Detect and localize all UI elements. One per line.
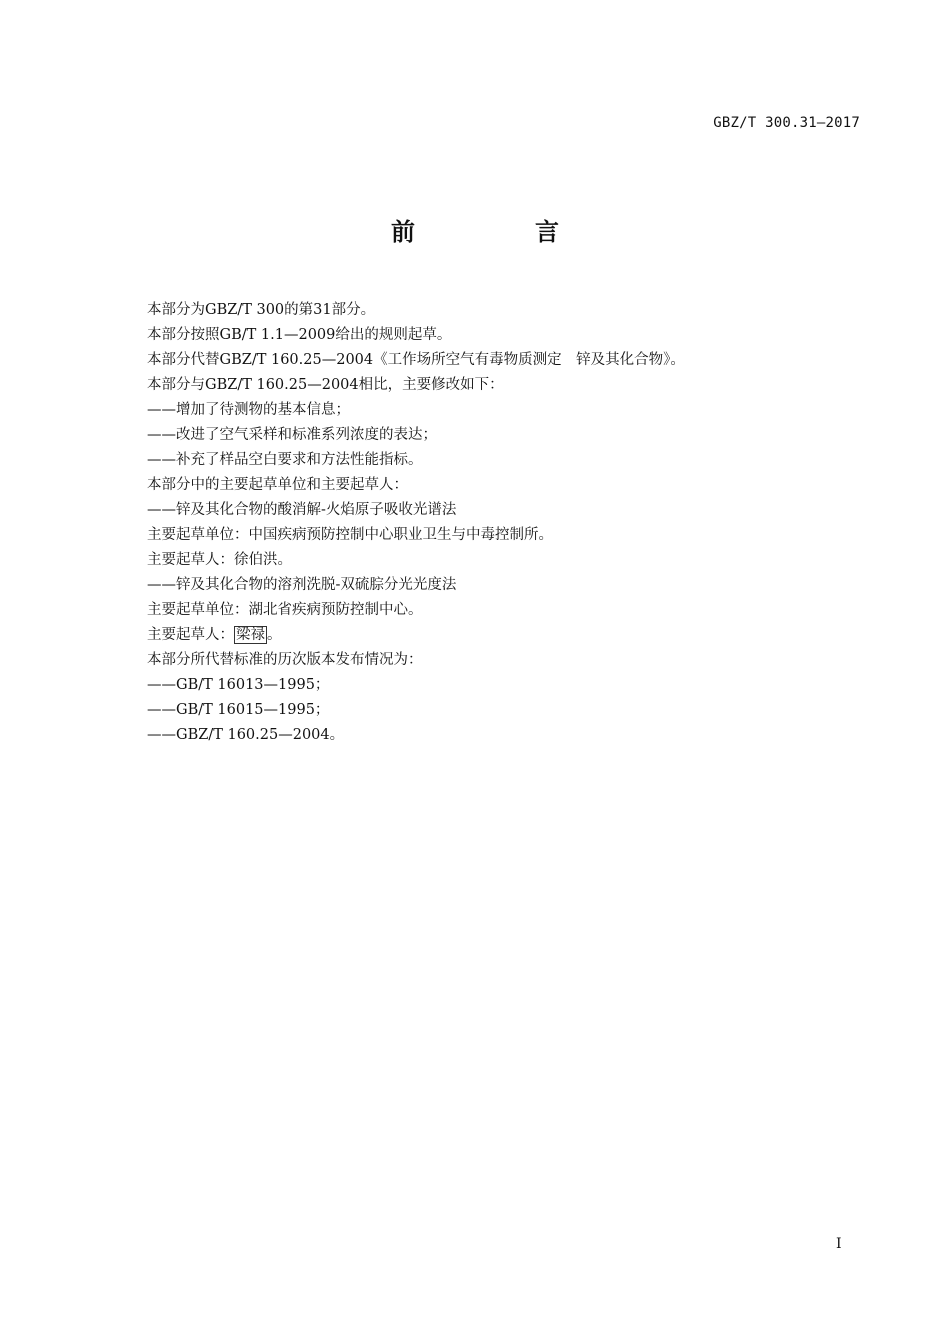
drafter-prefix: 主要起草人： bbox=[147, 627, 234, 643]
paragraph-line: 本部分与GBZ/T 160.25—2004相比，主要修改如下： bbox=[147, 377, 504, 393]
paragraph-line: 本部分代替GBZ/T 160.25—2004《工作场所空气有毒物质测定 锌及其化合物》。 bbox=[147, 352, 685, 368]
list-item: ——增加了待测物的基本信息； bbox=[147, 402, 350, 418]
list-item: ——补充了样品空白要求和方法性能指标。 bbox=[147, 452, 423, 468]
method-heading: ——锌及其化合物的溶剂洗脱-双硫腙分光光度法 bbox=[147, 577, 457, 593]
paragraph-line: 本部分按照GB/T 1.1—2009给出的规则起草。 bbox=[147, 327, 452, 343]
paragraph-line: 本部分中的主要起草单位和主要起草人： bbox=[147, 477, 408, 493]
paragraph-line: 本部分所代替标准的历次版本发布情况为： bbox=[147, 652, 423, 668]
list-item: ——GB/T 16013—1995； bbox=[147, 677, 330, 693]
drafter-name: 梁禄 bbox=[236, 627, 265, 643]
document-code: GBZ/T 300.31—2017 bbox=[713, 115, 860, 131]
page-number: I bbox=[836, 1236, 842, 1252]
drafter-suffix: 。 bbox=[267, 627, 282, 643]
foreword-body bbox=[147, 298, 867, 748]
paragraph-line: 主要起草人：徐伯洪。 bbox=[147, 552, 292, 568]
paragraph-line: 本部分为GBZ/T 300的第31部分。 bbox=[147, 302, 376, 318]
paragraph-line: 主要起草单位：中国疾病预防控制中心职业卫生与中毒控制所。 bbox=[147, 527, 553, 543]
list-item: ——GBZ/T 160.25—2004。 bbox=[147, 727, 345, 743]
list-item: ——GB/T 16015—1995； bbox=[147, 702, 330, 718]
method-heading: ——锌及其化合物的酸消解-火焰原子吸收光谱法 bbox=[147, 502, 457, 518]
page-title: 前 言 bbox=[391, 218, 607, 246]
paragraph-line: 主要起草单位：湖北省疾病预防控制中心。 bbox=[147, 602, 423, 618]
drafter-line bbox=[147, 623, 867, 648]
list-item: ——改进了空气采样和标准系列浓度的表达； bbox=[147, 427, 437, 443]
